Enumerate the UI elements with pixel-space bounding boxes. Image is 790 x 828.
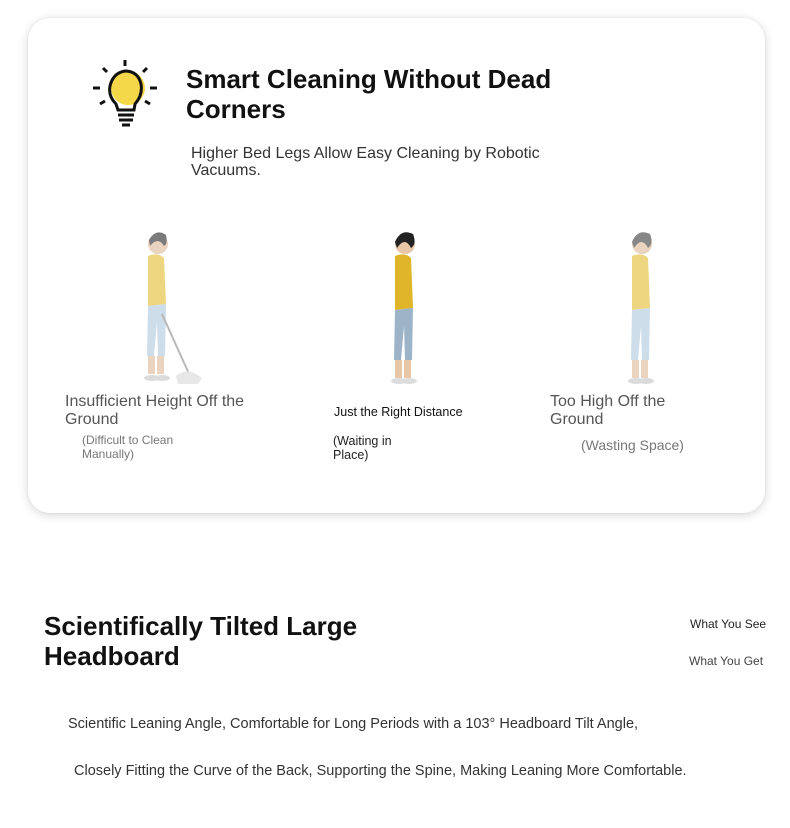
person-standing-illustration	[373, 226, 453, 396]
what-you-see-label: What You See	[690, 617, 767, 631]
person-standing-illustration	[610, 226, 690, 396]
person-mopping-illustration	[128, 226, 208, 396]
option-label: Too High Off the Ground	[550, 393, 666, 428]
headboard-description-line: Scientific Leaning Angle, Comfortable for Long Periods with a 103° Headboard Tilt Angle,	[68, 716, 639, 732]
option-note: (Difficult to Clean Manually)	[82, 433, 174, 461]
option-label: Insufficient Height Off the Ground	[65, 393, 245, 428]
smart-cleaning-card	[28, 18, 765, 513]
option-note: (Waiting in Place)	[333, 434, 392, 462]
section-title: Smart Cleaning Without Dead Corners	[186, 64, 552, 124]
section-subtitle: Higher Bed Legs Allow Easy Cleaning by Robotic Vacuums.	[191, 145, 540, 179]
option-note: (Wasting Space)	[581, 437, 684, 453]
headboard-title: Scientifically Tilted Large Headboard	[44, 611, 358, 671]
headboard-description-line: Closely Fitting the Curve of the Back, Supporting the Spine, Making Leaning More Comfortable.	[74, 763, 687, 779]
lightbulb-icon	[90, 58, 160, 138]
what-you-get-label: What You Get	[689, 654, 764, 668]
option-label: Just the Right Distance	[334, 405, 463, 419]
